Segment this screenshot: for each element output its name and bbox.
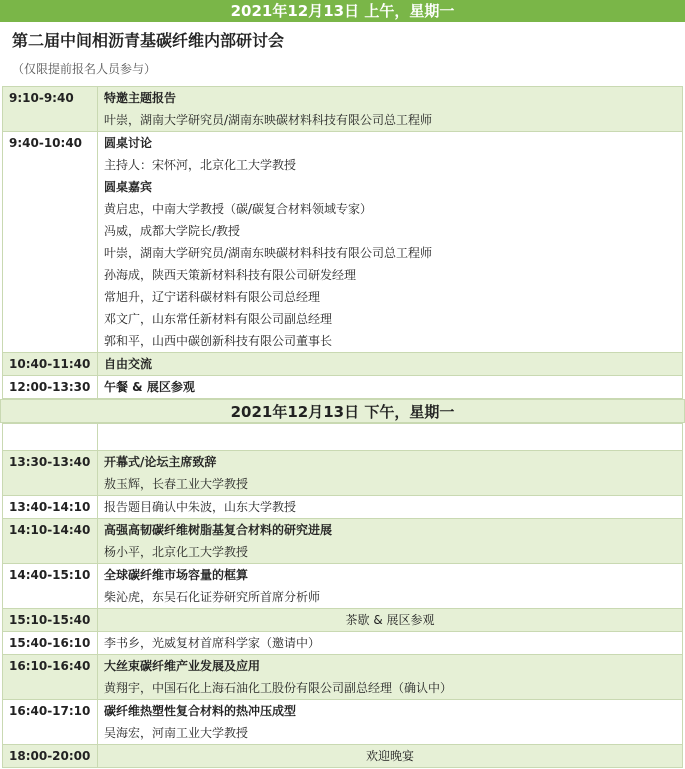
content-cell	[98, 496, 683, 519]
schedule-row	[3, 609, 683, 632]
schedule-row	[3, 451, 683, 496]
schedule-row	[3, 655, 683, 700]
schedule-row	[3, 700, 683, 745]
time-cell: 14:10-14:40	[3, 519, 98, 564]
guest-line: 孙海成，陕西天策新材料科技有限公司研发经理	[104, 268, 357, 282]
content-cell	[98, 745, 683, 768]
empty-row	[3, 424, 683, 451]
session-title: 开幕式/论坛主席致辞	[104, 455, 217, 469]
content-cell	[98, 353, 683, 376]
dinner-label: 欢迎晚宴	[365, 749, 414, 763]
schedule-row	[3, 519, 683, 564]
guest-line: 叶崇，湖南大学研究员/湖南东映碳材料科技有限公司总工程师	[104, 246, 433, 260]
session-title: 大丝束碳纤维产业发展及应用	[104, 659, 261, 673]
session-title: 高强高韧碳纤维树脂基复合材料的研究进展	[104, 523, 333, 537]
schedule-row	[3, 496, 683, 519]
schedule-row	[3, 353, 683, 376]
session-title: 特邀主题报告	[104, 91, 177, 105]
speaker-line: 黄翔宇，中国石化上海石油化工股份有限公司副总经理（确认中）	[104, 681, 453, 695]
speaker-line: 吴海宏，河南工业大学教授	[104, 726, 249, 740]
content-cell	[98, 609, 683, 632]
schedule-row	[3, 745, 683, 768]
schedule-row	[3, 87, 683, 132]
time-cell: 12:00-13:30	[3, 376, 98, 399]
content-cell	[98, 655, 683, 700]
content-cell	[98, 451, 683, 496]
session-title: 圆桌讨论	[104, 136, 153, 150]
session-title: 碳纤维热塑性复合材料的热冲压成型	[104, 704, 297, 718]
time-cell	[3, 424, 98, 451]
time-cell: 10:40-11:40	[3, 353, 98, 376]
time-cell: 13:40-14:10	[3, 496, 98, 519]
speaker-line: 叶崇，湖南大学研究员/湖南东映碳材料科技有限公司总工程师	[104, 113, 433, 127]
guest-line: 冯威，成都大学院长/教授	[104, 224, 241, 238]
schedule-row	[3, 376, 683, 399]
content-cell	[98, 132, 683, 353]
time-cell: 16:10-16:40	[3, 655, 98, 700]
host-line: 主持人：宋怀河，北京化工大学教授	[104, 158, 297, 172]
speaker-line: 杨小平，北京化工大学教授	[104, 545, 249, 559]
speaker-line: 敖玉辉，长春工业大学教授	[104, 477, 249, 491]
time-cell: 18:00-20:00	[3, 745, 98, 768]
content-cell	[98, 376, 683, 399]
content-cell	[98, 424, 683, 451]
event-title: 第二届中间相沥青基碳纤维内部研讨会	[12, 31, 285, 50]
schedule-row	[3, 632, 683, 655]
guests-heading: 圆桌嘉宾	[104, 180, 153, 194]
schedule-row	[3, 132, 683, 353]
afternoon-date-banner: 2021年12月13日 下午，星期一	[0, 399, 685, 423]
registration-note: （仅限提前报名人员参与）	[12, 62, 157, 76]
time-cell: 16:40-17:10	[3, 700, 98, 745]
guest-line: 郭和平，山西中碳创新科技有限公司董事长	[104, 334, 333, 348]
break-label: 茶歇 & 展区参观	[345, 613, 435, 627]
content-cell	[98, 632, 683, 655]
content-cell	[98, 700, 683, 745]
guest-line: 邓文广，山东常任新材料有限公司副总经理	[104, 312, 333, 326]
guest-line: 常旭升，辽宁诺科碳材料有限公司总经理	[104, 290, 321, 304]
morning-schedule-table	[2, 86, 683, 399]
time-cell: 14:40-15:10	[3, 564, 98, 609]
guest-line: 黄启忠，中南大学教授（碳/碳复合材料领域专家）	[104, 202, 373, 216]
speaker-line: 报告题目确认中朱波，山东大学教授	[104, 500, 297, 514]
session-title: 全球碳纤维市场容量的框算	[104, 568, 249, 582]
session-title: 午餐 & 展区参观	[104, 380, 195, 394]
content-cell	[98, 87, 683, 132]
speaker-line: 李书乡，光威复材首席科学家（邀请中）	[104, 636, 321, 650]
speaker-line: 柴沁虎，东吴石化证券研究所首席分析师	[104, 590, 321, 604]
time-cell: 9:10-9:40	[3, 87, 98, 132]
schedule-row	[3, 564, 683, 609]
time-cell: 13:30-13:40	[3, 451, 98, 496]
content-cell	[98, 519, 683, 564]
title-block	[0, 22, 685, 86]
time-cell: 15:40-16:10	[3, 632, 98, 655]
session-title: 自由交流	[104, 357, 153, 371]
content-cell	[98, 564, 683, 609]
morning-date-banner: 2021年12月13日 上午，星期一	[0, 0, 685, 22]
time-cell: 9:40-10:40	[3, 132, 98, 353]
time-cell: 15:10-15:40	[3, 609, 98, 632]
afternoon-schedule-table	[2, 423, 683, 768]
